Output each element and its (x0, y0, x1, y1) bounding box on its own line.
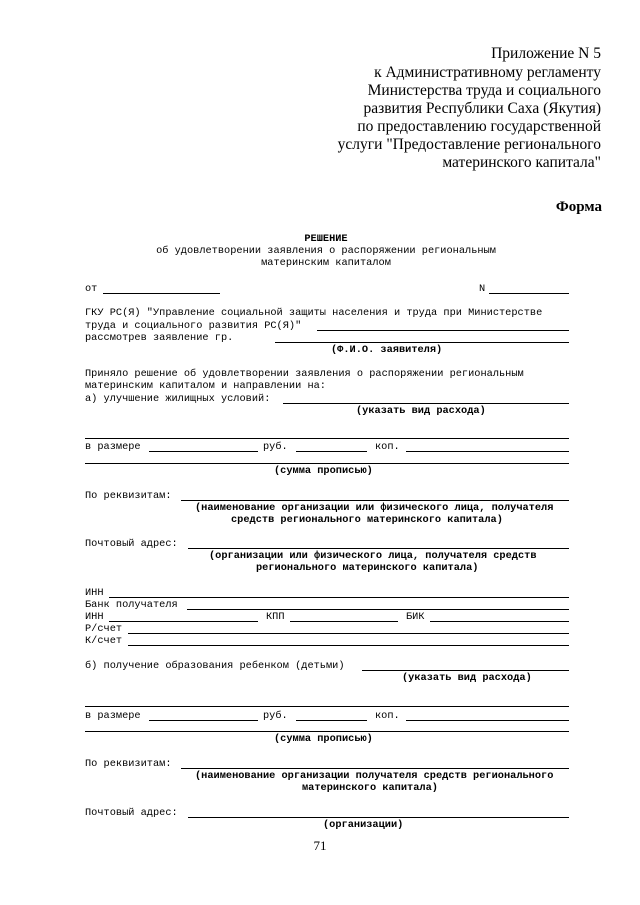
header-line: по предоставлению государственной (357, 118, 601, 135)
ks-field[interactable] (128, 645, 569, 646)
kop-label: коп. (375, 710, 400, 722)
amount-field[interactable] (149, 720, 258, 721)
document-heading: РЕШЕНИЕ (304, 233, 348, 245)
kop-label: коп. (375, 441, 400, 453)
rs-label: Р/счет (85, 623, 123, 635)
words-caption: (сумма прописью) (274, 733, 373, 745)
number-field[interactable] (489, 293, 569, 294)
requisites-caption: (наименование организации получателя средств регионального (195, 770, 554, 782)
bank-field[interactable] (187, 609, 569, 610)
agency-field[interactable] (317, 330, 569, 331)
header-line: развития Республики Саха (Якутия) (363, 100, 601, 117)
rub-label: руб. (263, 441, 288, 453)
decision-text: Приняло решение об удовлетворении заявления о распоряжении региональным (85, 368, 524, 380)
header-line: материнского капитала" (442, 154, 601, 171)
bik-field[interactable] (430, 621, 569, 622)
rs-field[interactable] (128, 633, 569, 634)
applicant-fio-field[interactable] (275, 342, 569, 343)
amount-field[interactable] (149, 451, 258, 452)
expense-type-field[interactable] (283, 403, 569, 404)
kpp-label: КПП (266, 611, 285, 623)
form-label: Форма (555, 199, 602, 215)
applicant-label: рассмотрев заявление гр. (85, 332, 234, 344)
requisites-field[interactable] (181, 500, 569, 501)
section-b-title: б) получение образования ребенком (детьми) (85, 660, 345, 672)
document-subtitle: материнским капиталом (261, 257, 391, 269)
fio-caption: (Ф.И.О. заявителя) (331, 344, 443, 356)
words-caption: (сумма прописью) (274, 465, 373, 477)
postal-caption: (организации) (323, 819, 404, 831)
rub-field[interactable] (296, 451, 367, 452)
blank-line[interactable] (85, 438, 569, 439)
amount-words-field[interactable] (85, 463, 569, 464)
header-line: Министерства труда и социального (367, 82, 601, 99)
inn-label: ИНН (85, 587, 104, 599)
amount-label: в размере (85, 710, 141, 722)
inn2-label: ИНН (85, 611, 104, 623)
inn-field[interactable] (109, 597, 569, 598)
number-label: N (479, 283, 486, 295)
from-label: от (85, 283, 98, 295)
expense-type-field[interactable] (362, 670, 569, 671)
requisites-label: По реквизитам: (85, 758, 172, 770)
postal-caption: регионального материнского капитала) (256, 562, 479, 574)
requisites-caption: средств регионального материнского капитала) (231, 514, 503, 526)
amount-words-field[interactable] (85, 731, 569, 732)
inn2-field[interactable] (109, 621, 258, 622)
postal-label: Почтовый адрес: (85, 807, 178, 819)
requisites-caption: материнского капитала) (302, 782, 438, 794)
bik-label: БИК (406, 611, 425, 623)
postal-caption: (организации или физического лица, получателя средств (209, 550, 537, 562)
header-line: Приложение N 5 (491, 45, 601, 62)
kop-field[interactable] (406, 451, 569, 452)
agency-text: труда и социального развития РС(Я)" (85, 320, 302, 332)
agency-text: ГКУ РС(Я) "Управление социальной защиты населения и труда при Министерстве (85, 307, 543, 319)
section-a-title: а) улучшение жилищных условий: (85, 393, 271, 405)
page-number: 71 (313, 838, 327, 853)
document-subtitle: об удовлетворении заявления о распоряжении региональным (156, 245, 496, 257)
requisites-caption: (наименование организации или физического лица, получателя (195, 502, 554, 514)
rub-field[interactable] (296, 720, 367, 721)
blank-line[interactable] (85, 706, 569, 707)
requisites-label: По реквизитам: (85, 490, 172, 502)
decision-text: материнским капиталом и направлении на: (85, 380, 326, 392)
postal-field[interactable] (188, 548, 569, 549)
amount-label: в размере (85, 441, 141, 453)
kop-field[interactable] (406, 720, 569, 721)
requisites-field[interactable] (181, 768, 569, 769)
postal-field[interactable] (188, 817, 569, 818)
postal-label: Почтовый адрес: (85, 538, 178, 550)
bank-label: Банк получателя (85, 599, 178, 611)
ks-label: К/счет (85, 635, 123, 647)
rub-label: руб. (263, 710, 288, 722)
expense-caption: (указать вид расхода) (356, 405, 486, 417)
expense-caption: (указать вид расхода) (402, 672, 532, 684)
header-line: услуги "Предоставление регионального (337, 136, 601, 153)
header-line: к Административному регламенту (374, 64, 601, 81)
kpp-field[interactable] (290, 621, 398, 622)
date-field[interactable] (103, 293, 220, 294)
